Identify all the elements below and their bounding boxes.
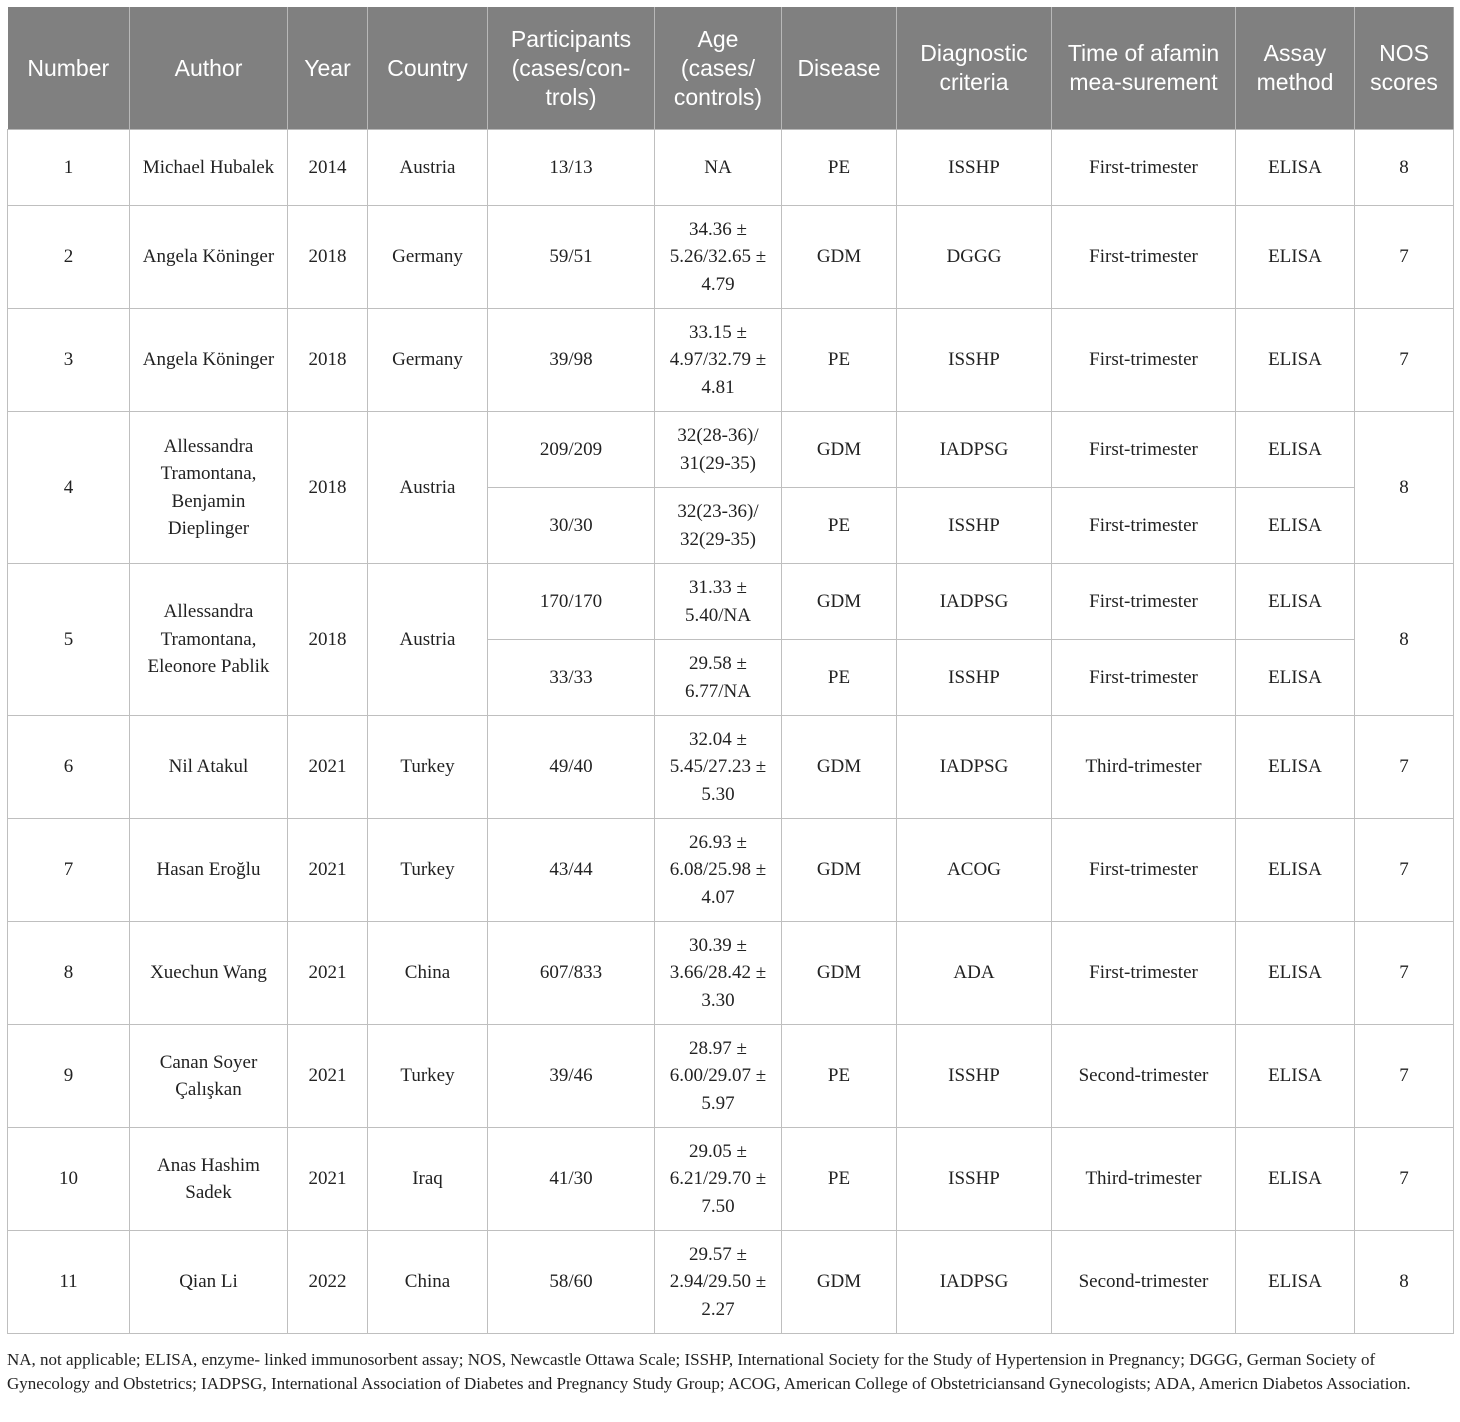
- cell-assay: ELISA: [1236, 309, 1355, 412]
- cell-country: Turkey: [368, 819, 488, 922]
- cell-author: Michael Hubalek: [130, 130, 288, 206]
- cell-criteria: ISSHP: [897, 488, 1052, 564]
- cell-country: Austria: [368, 412, 488, 564]
- cell-nos: 8: [1355, 1231, 1454, 1334]
- header-year: Year: [288, 7, 368, 130]
- table-row: [8, 206, 1454, 309]
- cell-time: Third-trimester: [1052, 716, 1236, 819]
- cell-participants: 13/13: [488, 130, 655, 206]
- cell-number: 9: [8, 1025, 130, 1128]
- cell-author: Anas Hashim Sadek: [130, 1128, 288, 1231]
- cell-assay: ELISA: [1236, 564, 1355, 640]
- cell-disease: GDM: [782, 922, 897, 1025]
- cell-nos: 8: [1355, 130, 1454, 206]
- cell-year: 2018: [288, 206, 368, 309]
- cell-year: 2021: [288, 1025, 368, 1128]
- cell-author: Canan Soyer Çalışkan: [130, 1025, 288, 1128]
- header-country: Country: [368, 7, 488, 130]
- cell-assay: ELISA: [1236, 819, 1355, 922]
- cell-country: China: [368, 1231, 488, 1334]
- cell-time: First-trimester: [1052, 640, 1236, 716]
- cell-disease: PE: [782, 309, 897, 412]
- cell-disease: PE: [782, 640, 897, 716]
- cell-nos: 7: [1355, 716, 1454, 819]
- header-participants: Participants (cases/con-trols): [488, 7, 655, 130]
- cell-participants: 39/46: [488, 1025, 655, 1128]
- cell-age: 32(23-36)/ 32(29-35): [655, 488, 782, 564]
- cell-criteria: ISSHP: [897, 1128, 1052, 1231]
- cell-participants: 209/209: [488, 412, 655, 488]
- cell-year: 2022: [288, 1231, 368, 1334]
- cell-time: First-trimester: [1052, 819, 1236, 922]
- cell-number: 5: [8, 564, 130, 716]
- table-row: [8, 1128, 1454, 1231]
- cell-criteria: IADPSG: [897, 716, 1052, 819]
- cell-number: 11: [8, 1231, 130, 1334]
- cell-disease: PE: [782, 488, 897, 564]
- cell-year: 2014: [288, 130, 368, 206]
- cell-disease: PE: [782, 1025, 897, 1128]
- cell-time: First-trimester: [1052, 488, 1236, 564]
- table-row: [8, 1231, 1454, 1334]
- cell-number: 3: [8, 309, 130, 412]
- cell-participants: 33/33: [488, 640, 655, 716]
- header-nos-scores: NOS scores: [1355, 7, 1454, 130]
- cell-time: Second-trimester: [1052, 1025, 1236, 1128]
- cell-country: Austria: [368, 130, 488, 206]
- cell-author: Allessandra Tramontana, Eleonore Pablik: [130, 564, 288, 716]
- cell-age: 32(28-36)/ 31(29-35): [655, 412, 782, 488]
- studies-table: [7, 7, 1454, 1334]
- cell-participants: 41/30: [488, 1128, 655, 1231]
- table-header: [8, 7, 1454, 130]
- cell-disease: GDM: [782, 716, 897, 819]
- table-row: [8, 564, 1454, 640]
- cell-number: 10: [8, 1128, 130, 1231]
- cell-assay: ELISA: [1236, 206, 1355, 309]
- cell-author: Xuechun Wang: [130, 922, 288, 1025]
- header-age: Age (cases/ controls): [655, 7, 782, 130]
- cell-criteria: ACOG: [897, 819, 1052, 922]
- cell-disease: GDM: [782, 206, 897, 309]
- cell-year: 2021: [288, 819, 368, 922]
- cell-time: First-trimester: [1052, 130, 1236, 206]
- cell-nos: 8: [1355, 564, 1454, 716]
- cell-assay: ELISA: [1236, 922, 1355, 1025]
- cell-age: 29.05 ± 6.21/29.70 ± 7.50: [655, 1128, 782, 1231]
- cell-time: First-trimester: [1052, 564, 1236, 640]
- cell-country: Austria: [368, 564, 488, 716]
- cell-age: 28.97 ± 6.00/29.07 ± 5.97: [655, 1025, 782, 1128]
- cell-country: China: [368, 922, 488, 1025]
- header-disease: Disease: [782, 7, 897, 130]
- cell-country: Turkey: [368, 716, 488, 819]
- header-assay-method: Assay method: [1236, 7, 1355, 130]
- cell-nos: 7: [1355, 309, 1454, 412]
- cell-author: Nil Atakul: [130, 716, 288, 819]
- cell-participants: 30/30: [488, 488, 655, 564]
- cell-number: 6: [8, 716, 130, 819]
- cell-time: Third-trimester: [1052, 1128, 1236, 1231]
- cell-age: 32.04 ± 5.45/27.23 ± 5.30: [655, 716, 782, 819]
- cell-age: 29.58 ± 6.77/NA: [655, 640, 782, 716]
- cell-disease: PE: [782, 130, 897, 206]
- table-row: [8, 412, 1454, 488]
- cell-criteria: IADPSG: [897, 412, 1052, 488]
- cell-assay: ELISA: [1236, 1128, 1355, 1231]
- cell-number: 1: [8, 130, 130, 206]
- cell-time: First-trimester: [1052, 309, 1236, 412]
- cell-criteria: DGGG: [897, 206, 1052, 309]
- cell-participants: 59/51: [488, 206, 655, 309]
- cell-assay: ELISA: [1236, 716, 1355, 819]
- cell-nos: 7: [1355, 206, 1454, 309]
- cell-age: 29.57 ± 2.94/29.50 ± 2.27: [655, 1231, 782, 1334]
- cell-age: 34.36 ± 5.26/32.65 ± 4.79: [655, 206, 782, 309]
- header-diagnostic-criteria: Diagnostic criteria: [897, 7, 1052, 130]
- cell-number: 2: [8, 206, 130, 309]
- cell-participants: 170/170: [488, 564, 655, 640]
- cell-criteria: ISSHP: [897, 640, 1052, 716]
- cell-number: 7: [8, 819, 130, 922]
- cell-participants: 607/833: [488, 922, 655, 1025]
- cell-disease: GDM: [782, 412, 897, 488]
- cell-assay: ELISA: [1236, 1025, 1355, 1128]
- cell-participants: 43/44: [488, 819, 655, 922]
- cell-assay: ELISA: [1236, 412, 1355, 488]
- cell-country: Turkey: [368, 1025, 488, 1128]
- cell-nos: 7: [1355, 1025, 1454, 1128]
- cell-assay: ELISA: [1236, 1231, 1355, 1334]
- cell-nos: 8: [1355, 412, 1454, 564]
- cell-age: 31.33 ± 5.40/NA: [655, 564, 782, 640]
- cell-assay: ELISA: [1236, 130, 1355, 206]
- cell-author: Allessandra Tramontana, Benjamin Dieplinger: [130, 412, 288, 564]
- cell-country: Germany: [368, 309, 488, 412]
- cell-disease: GDM: [782, 1231, 897, 1334]
- table-footnote: NA, not applicable; ELISA, enzyme- linked immunosorbent assay; NOS, Newcastle Ottawa Scale; ISSHP, International Society for the Study of Hypertension in Pregnancy; DGGG, German Society of Gynecology and Obstetrics; IADPSG, International Association of Diabetes and Pregnancy Study Group; ACOG, American College of Obstetriciansand Gynecologists; ADA, Americn Diabetos Association.: [7, 1350, 1411, 1393]
- table-row: [8, 309, 1454, 412]
- cell-year: 2018: [288, 309, 368, 412]
- cell-author: Qian Li: [130, 1231, 288, 1334]
- cell-time: First-trimester: [1052, 922, 1236, 1025]
- table-row: [8, 819, 1454, 922]
- cell-disease: GDM: [782, 564, 897, 640]
- table-row: [8, 1025, 1454, 1128]
- table-row: [8, 922, 1454, 1025]
- cell-nos: 7: [1355, 922, 1454, 1025]
- cell-age: 30.39 ± 3.66/28.42 ± 3.30: [655, 922, 782, 1025]
- cell-criteria: ADA: [897, 922, 1052, 1025]
- cell-criteria: IADPSG: [897, 564, 1052, 640]
- table-body: [8, 130, 1454, 1334]
- cell-author: Angela Köninger: [130, 309, 288, 412]
- cell-country: Germany: [368, 206, 488, 309]
- header-author: Author: [130, 7, 288, 130]
- cell-assay: ELISA: [1236, 640, 1355, 716]
- cell-country: Iraq: [368, 1128, 488, 1231]
- cell-number: 4: [8, 412, 130, 564]
- cell-criteria: ISSHP: [897, 130, 1052, 206]
- cell-assay: ELISA: [1236, 488, 1355, 564]
- cell-criteria: IADPSG: [897, 1231, 1052, 1334]
- cell-time: First-trimester: [1052, 412, 1236, 488]
- cell-participants: 49/40: [488, 716, 655, 819]
- cell-author: Angela Köninger: [130, 206, 288, 309]
- cell-number: 8: [8, 922, 130, 1025]
- header-number: Number: [8, 7, 130, 130]
- table-row: [8, 130, 1454, 206]
- cell-participants: 39/98: [488, 309, 655, 412]
- cell-author: Hasan Eroğlu: [130, 819, 288, 922]
- cell-year: 2021: [288, 716, 368, 819]
- cell-age: 26.93 ± 6.08/25.98 ± 4.07: [655, 819, 782, 922]
- cell-year: 2018: [288, 564, 368, 716]
- cell-nos: 7: [1355, 1128, 1454, 1231]
- cell-year: 2018: [288, 412, 368, 564]
- cell-criteria: ISSHP: [897, 1025, 1052, 1128]
- cell-participants: 58/60: [488, 1231, 655, 1334]
- cell-age: 33.15 ± 4.97/32.79 ± 4.81: [655, 309, 782, 412]
- cell-time: Second-trimester: [1052, 1231, 1236, 1334]
- table-row: [8, 716, 1454, 819]
- cell-disease: GDM: [782, 819, 897, 922]
- header-time-of-measurement: Time of afamin mea-surement: [1052, 7, 1236, 130]
- cell-year: 2021: [288, 1128, 368, 1231]
- cell-year: 2021: [288, 922, 368, 1025]
- cell-criteria: ISSHP: [897, 309, 1052, 412]
- cell-time: First-trimester: [1052, 206, 1236, 309]
- cell-age: NA: [655, 130, 782, 206]
- cell-disease: PE: [782, 1128, 897, 1231]
- cell-nos: 7: [1355, 819, 1454, 922]
